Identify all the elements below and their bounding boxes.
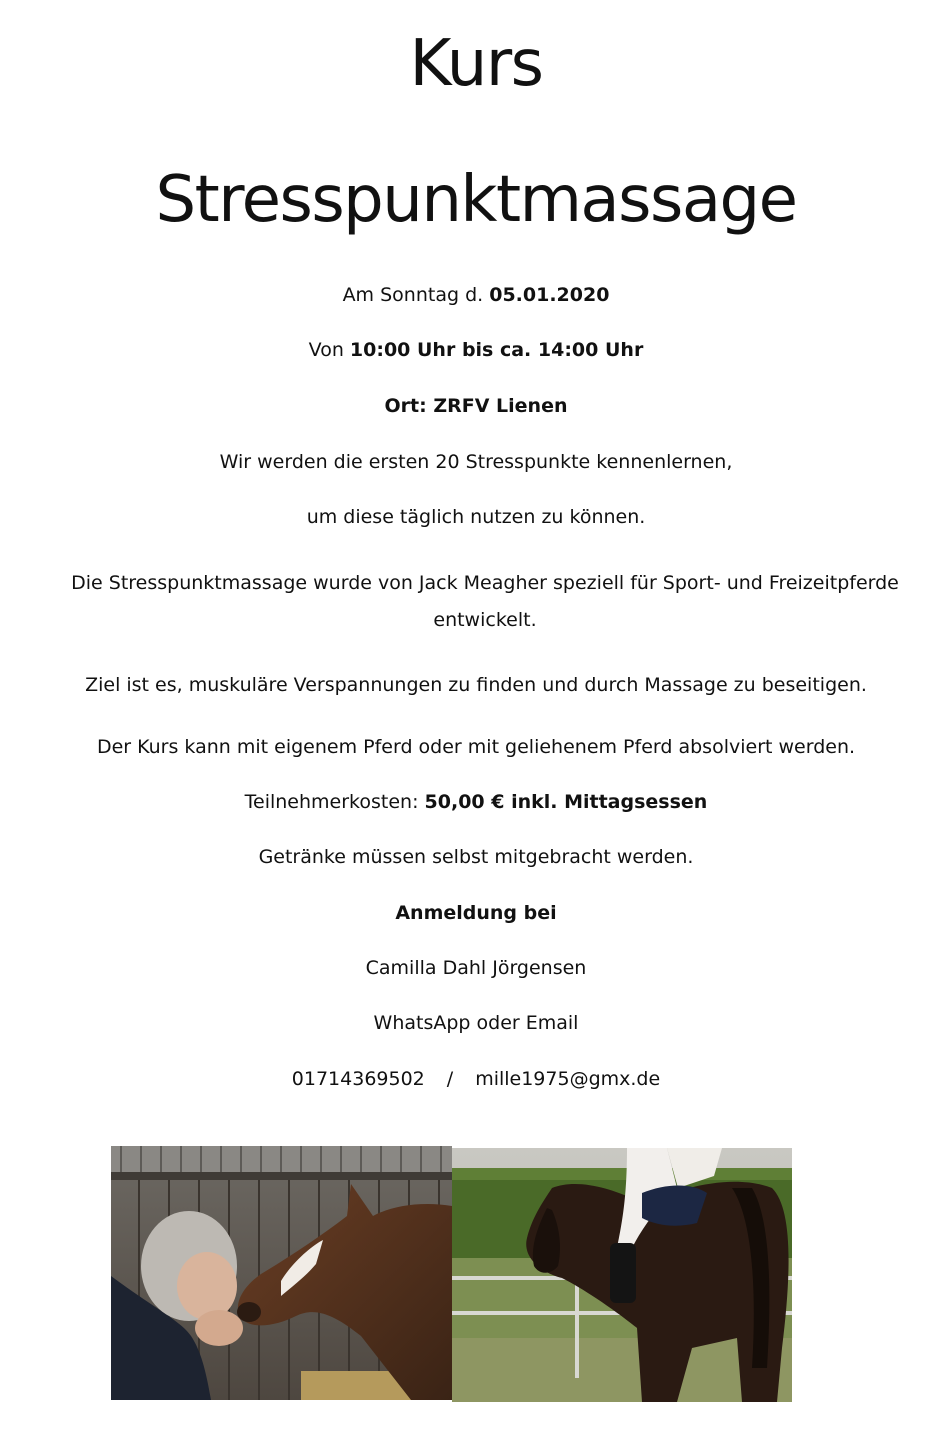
- course-date-prefix: Am Sonntag d.: [342, 284, 490, 306]
- course-time: [0, 338, 952, 362]
- registration-heading-text: Anmeldung bei: [395, 902, 557, 924]
- photo-rider-on-horse: [452, 1148, 792, 1402]
- registration-name: Camilla Dahl Jörgensen: [365, 957, 587, 979]
- description-text: Die Stresspunktmassage wurde von Jack Meagher speziell für Sport- und Freizeitpferde entwickelt.: [71, 572, 899, 631]
- registration-channels: WhatsApp oder Email: [373, 1012, 579, 1034]
- goal-text: Ziel ist es, muskuläre Verspannungen zu finden und durch Massage zu beseitigen.: [85, 674, 867, 696]
- intro-line-1: Wir werden die ersten 20 Stresspunkte kennenlernen,: [219, 451, 733, 473]
- intro-line-2: um diese täglich nutzen zu können.: [306, 506, 646, 528]
- drinks-note-text: Getränke müssen selbst mitgebracht werden.: [258, 846, 694, 868]
- email-address: mille1975@gmx.de: [475, 1068, 661, 1090]
- phone-number: 01714369502: [291, 1068, 425, 1090]
- horse-note-text: Der Kurs kann mit eigenem Pferd oder mit geliehenem Pferd absolviert werden.: [96, 736, 856, 758]
- title-line-2: Stresspunktmassage: [155, 163, 797, 237]
- course-time-value: 10:00 Uhr bis ca. 14:00 Uhr: [349, 339, 644, 361]
- title-line-1: Kurs: [409, 27, 543, 101]
- course-location: [0, 394, 952, 418]
- course-cost-value: 50,00 € inkl. Mittagsessen: [424, 791, 708, 813]
- course-location-value: Ort: ZRFV Lienen: [384, 395, 568, 417]
- registration-contact: [0, 1067, 952, 1091]
- photo-woman-with-foal: [111, 1146, 452, 1400]
- contact-separator: /: [446, 1068, 454, 1090]
- course-date-value: 05.01.2020: [489, 284, 610, 306]
- registration-heading: [0, 901, 952, 925]
- course-date: [0, 283, 952, 307]
- course-cost-prefix: Teilnehmerkosten:: [244, 791, 425, 813]
- course-cost: [0, 790, 952, 814]
- course-time-prefix: Von: [308, 339, 350, 361]
